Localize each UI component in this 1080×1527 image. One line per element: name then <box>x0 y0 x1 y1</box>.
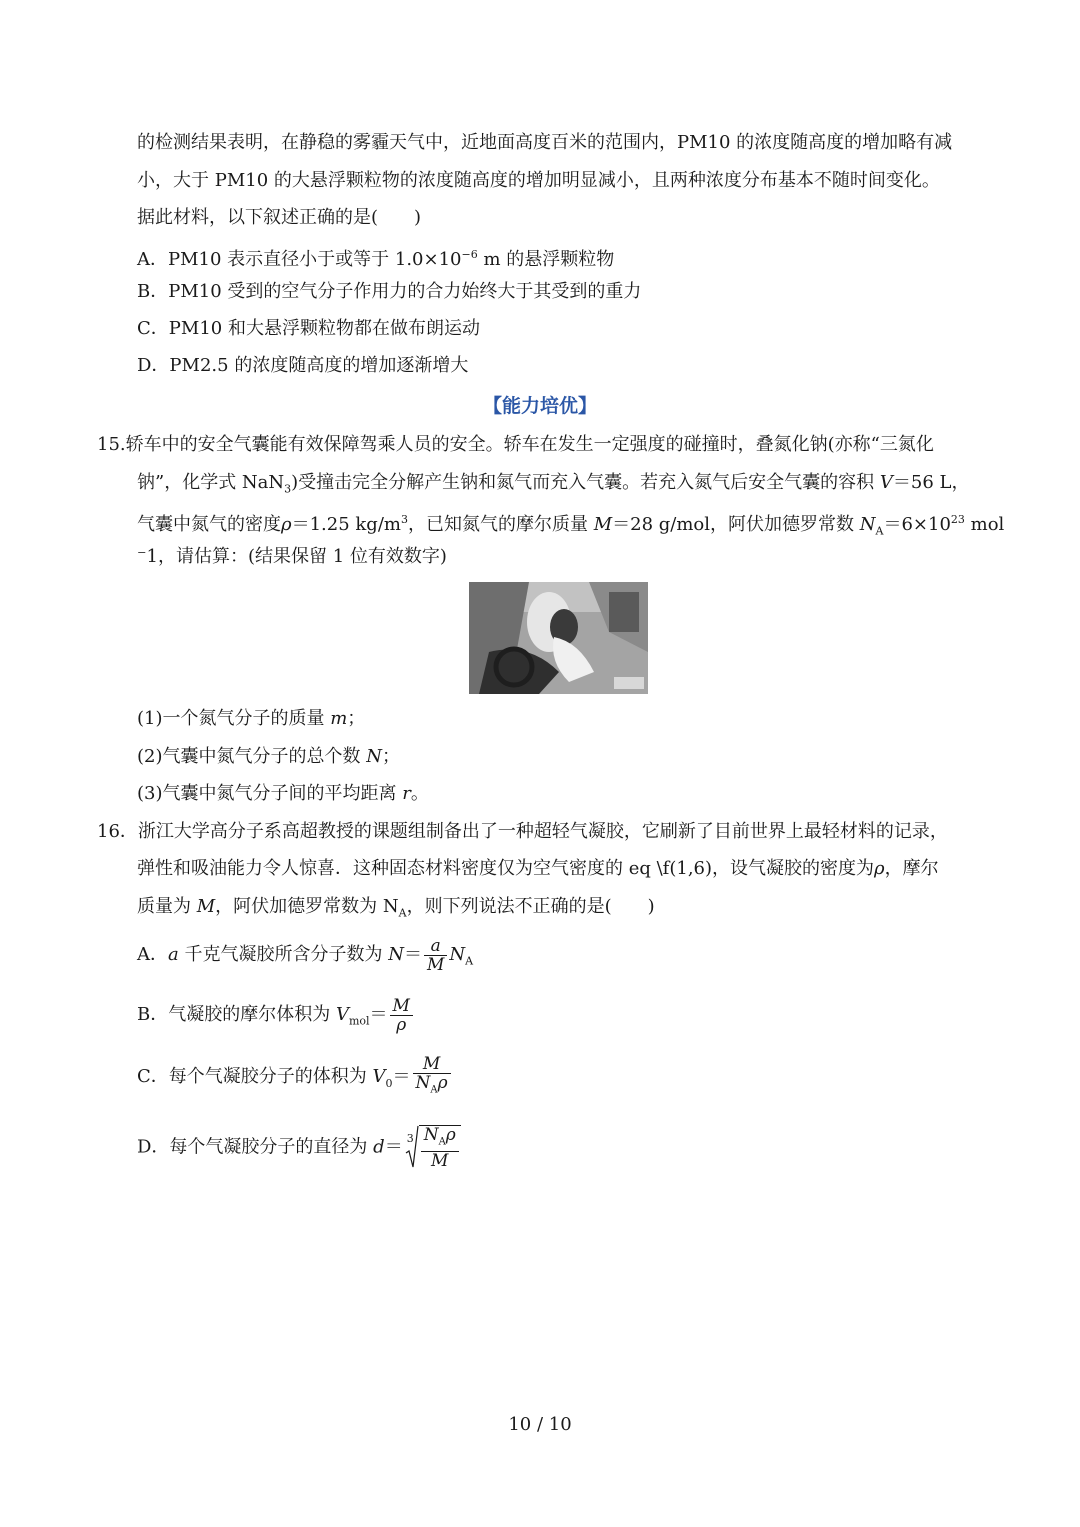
option-a-text: A．PM10 表示直径小于或等于 1.0×10 <box>137 249 462 270</box>
q14-option-b: B．PM10 受到的空气分子作用力的合力始终大于其受到的重力 <box>137 281 642 302</box>
q16-c-eq: ＝ <box>392 1066 411 1088</box>
q15-l3-exp: 23 <box>950 513 965 526</box>
q15-sub2-var: N <box>366 746 382 767</box>
q16-c-fraction <box>413 1055 451 1099</box>
q16-c-num: M <box>422 1054 441 1074</box>
q15-sub2-text: (2)气囊中氮气分子的总个数 <box>137 746 367 767</box>
q14-option-d: D．PM2.5 的浓度随高度的增加逐渐增大 <box>137 355 469 376</box>
q15-sub3-text: (3)气囊中氮气分子间的平均距离 <box>137 783 403 804</box>
airbag-photo <box>469 582 648 694</box>
q16-c-den-sub: A <box>430 1084 438 1096</box>
q15-l2-c: ＝56 L， <box>892 472 970 493</box>
q15-line-3 <box>137 507 1005 545</box>
q15-sub3-var: r <box>402 783 411 804</box>
q15-l3-e: ＝6×10 <box>883 514 951 535</box>
q16-line-1: 16．浙江大学高分子系高超教授的课题组制备出了一种超轻气凝胶，它刷新了目前世界上最轻材料的记录， <box>97 821 948 842</box>
q15-sub2-end: ； <box>381 746 400 767</box>
q14-text-line-3: 据此材料，以下叙述正确的是( ) <box>137 207 422 228</box>
q15-l3-f: mol <box>964 514 1005 535</box>
q15-l2-a: 钠”，化学式 NaN <box>137 472 285 493</box>
q16-c-den-n: N <box>415 1073 431 1093</box>
q15-l3-b: ＝1.25 kg/m <box>291 514 401 535</box>
q14-text-line-2: 小，大于 PM10 的大悬浮颗粒物的浓度随高度的增加明显减小，且两种浓度分布基本不随时间变化。 <box>137 170 940 191</box>
q16-a-n: N <box>388 944 404 965</box>
q16-a-label: A． <box>137 944 168 965</box>
q16-l3-a: 质量为 <box>137 896 197 917</box>
q16-a-fraction <box>424 937 447 974</box>
q15-line-4: ⁻1，请估算：(结果保留 1 位有效数字) <box>137 546 447 567</box>
q15-var-n: N <box>859 514 876 535</box>
q16-line-3 <box>137 894 987 927</box>
q16-a-post-sub: A <box>465 954 474 968</box>
radicand <box>419 1125 461 1170</box>
q16-d-text: D．每个气凝胶分子的直径为 <box>137 1136 374 1158</box>
q15-sub1-end: ； <box>347 708 366 729</box>
q16-b-den: ρ <box>390 1015 413 1034</box>
q16-a-var: a <box>168 944 179 965</box>
q16-b-sub: mol <box>348 1014 370 1028</box>
q16-a-post: N <box>449 944 466 965</box>
q16-l2-a: 弹性和吸油能力令人惊喜．这种固态材料密度仅为空气密度的 eq \f(1,6)，设气凝胶的密度为 <box>137 858 875 879</box>
q15-sub-3 <box>137 781 987 807</box>
q15-l3-a: 气囊中氮气的密度 <box>137 514 281 535</box>
q16-c-v: V <box>372 1066 386 1088</box>
q15-sub1-var: m <box>330 708 348 729</box>
q16-var-rho: ρ <box>874 858 885 879</box>
q15-l2-sub: 3 <box>284 482 292 496</box>
q15-sub-1 <box>137 706 987 732</box>
q15-var-rho: ρ <box>281 514 292 535</box>
q15-l2-b: )受撞击完全分解产生钠和氮气而充入气囊。若充入氮气后安全气囊的容积 <box>291 472 880 493</box>
q16-option-b <box>137 995 987 1042</box>
q15-line-2 <box>137 470 987 503</box>
q16-c-text: C．每个气凝胶分子的体积为 <box>137 1066 373 1088</box>
q16-a-text: 千克气凝胶所含分子数为 <box>178 944 389 965</box>
q15-l3-sup: 3 <box>400 513 408 526</box>
section-title: 【能力培优】 <box>482 395 597 417</box>
radical-sign <box>405 1125 419 1169</box>
option-a-tail: m 的悬浮颗粒物 <box>477 249 615 270</box>
q15-sub1-text: (1)一个氮气分子的质量 <box>137 708 331 729</box>
option-a-exponent: −6 <box>461 248 478 261</box>
q16-d-var: d <box>373 1136 385 1158</box>
q16-l3-c: ，则下列说法不正确的是( ) <box>406 896 655 917</box>
q16-d-num-sub: A <box>438 1136 446 1148</box>
q15-var-m-molar: M <box>593 514 613 535</box>
q16-line-2 <box>137 856 987 882</box>
q16-option-c <box>137 1055 987 1104</box>
q16-b-eq: ＝ <box>369 1004 388 1025</box>
q16-option-d <box>137 1125 987 1170</box>
q16-d-num-rho: ρ <box>445 1125 456 1145</box>
q16-d-fraction <box>421 1126 459 1170</box>
q16-l3-sub: A <box>398 906 407 920</box>
q15-line-1: 15.轿车中的安全气囊能有效保障驾乘人员的安全。轿车在发生一定强度的碰撞时，叠氮化钠(亦称“三氮化 <box>97 434 934 455</box>
q16-d-eq: ＝ <box>384 1136 403 1158</box>
cube-root <box>405 1125 461 1170</box>
q14-option-a <box>137 242 987 273</box>
q15-l3-nsub: A <box>875 524 884 538</box>
q15-l3-c: ，已知氮气的摩尔质量 <box>407 514 594 535</box>
q15-sub-2 <box>137 744 987 770</box>
q16-d-num <box>421 1126 459 1151</box>
q15-var-v: V <box>879 472 893 493</box>
q16-c-sub: 0 <box>385 1076 393 1090</box>
q16-a-den: M <box>424 955 447 974</box>
airbag-illustration <box>469 582 648 694</box>
page-number: 10 / 10 <box>508 1414 572 1435</box>
q16-c-den <box>413 1073 451 1099</box>
q15-l3-d: ＝28 g/mol，阿伏加德罗常数 <box>612 514 860 535</box>
q16-d-den: M <box>421 1151 459 1170</box>
q16-b-v: V <box>335 1004 349 1025</box>
q16-b-num: M <box>392 995 410 1016</box>
q16-l3-b: ，阿伏加德罗常数为 N <box>215 896 399 917</box>
q16-a-eq: ＝ <box>403 944 422 965</box>
q14-option-c: C．PM10 和大悬浮颗粒物都在做布朗运动 <box>137 318 480 339</box>
q16-b-text: B．气凝胶的摩尔体积为 <box>137 1004 336 1025</box>
q16-var-m: M <box>196 896 216 917</box>
root-index: 3 <box>406 1132 414 1145</box>
q16-c-den-rho: ρ <box>437 1073 448 1093</box>
q16-option-a <box>137 935 987 982</box>
q14-text-line-1: 的检测结果表明，在静稳的雾霾天气中，近地面高度百米的范围内，PM10 的浓度随高度的增加略有减 <box>137 132 953 153</box>
q16-a-num: a <box>430 935 441 956</box>
q15-sub3-end: 。 <box>410 783 429 804</box>
q16-b-fraction <box>390 997 413 1034</box>
q16-d-num-n: N <box>423 1125 439 1145</box>
q16-l2-b: ，摩尔 <box>884 858 939 879</box>
